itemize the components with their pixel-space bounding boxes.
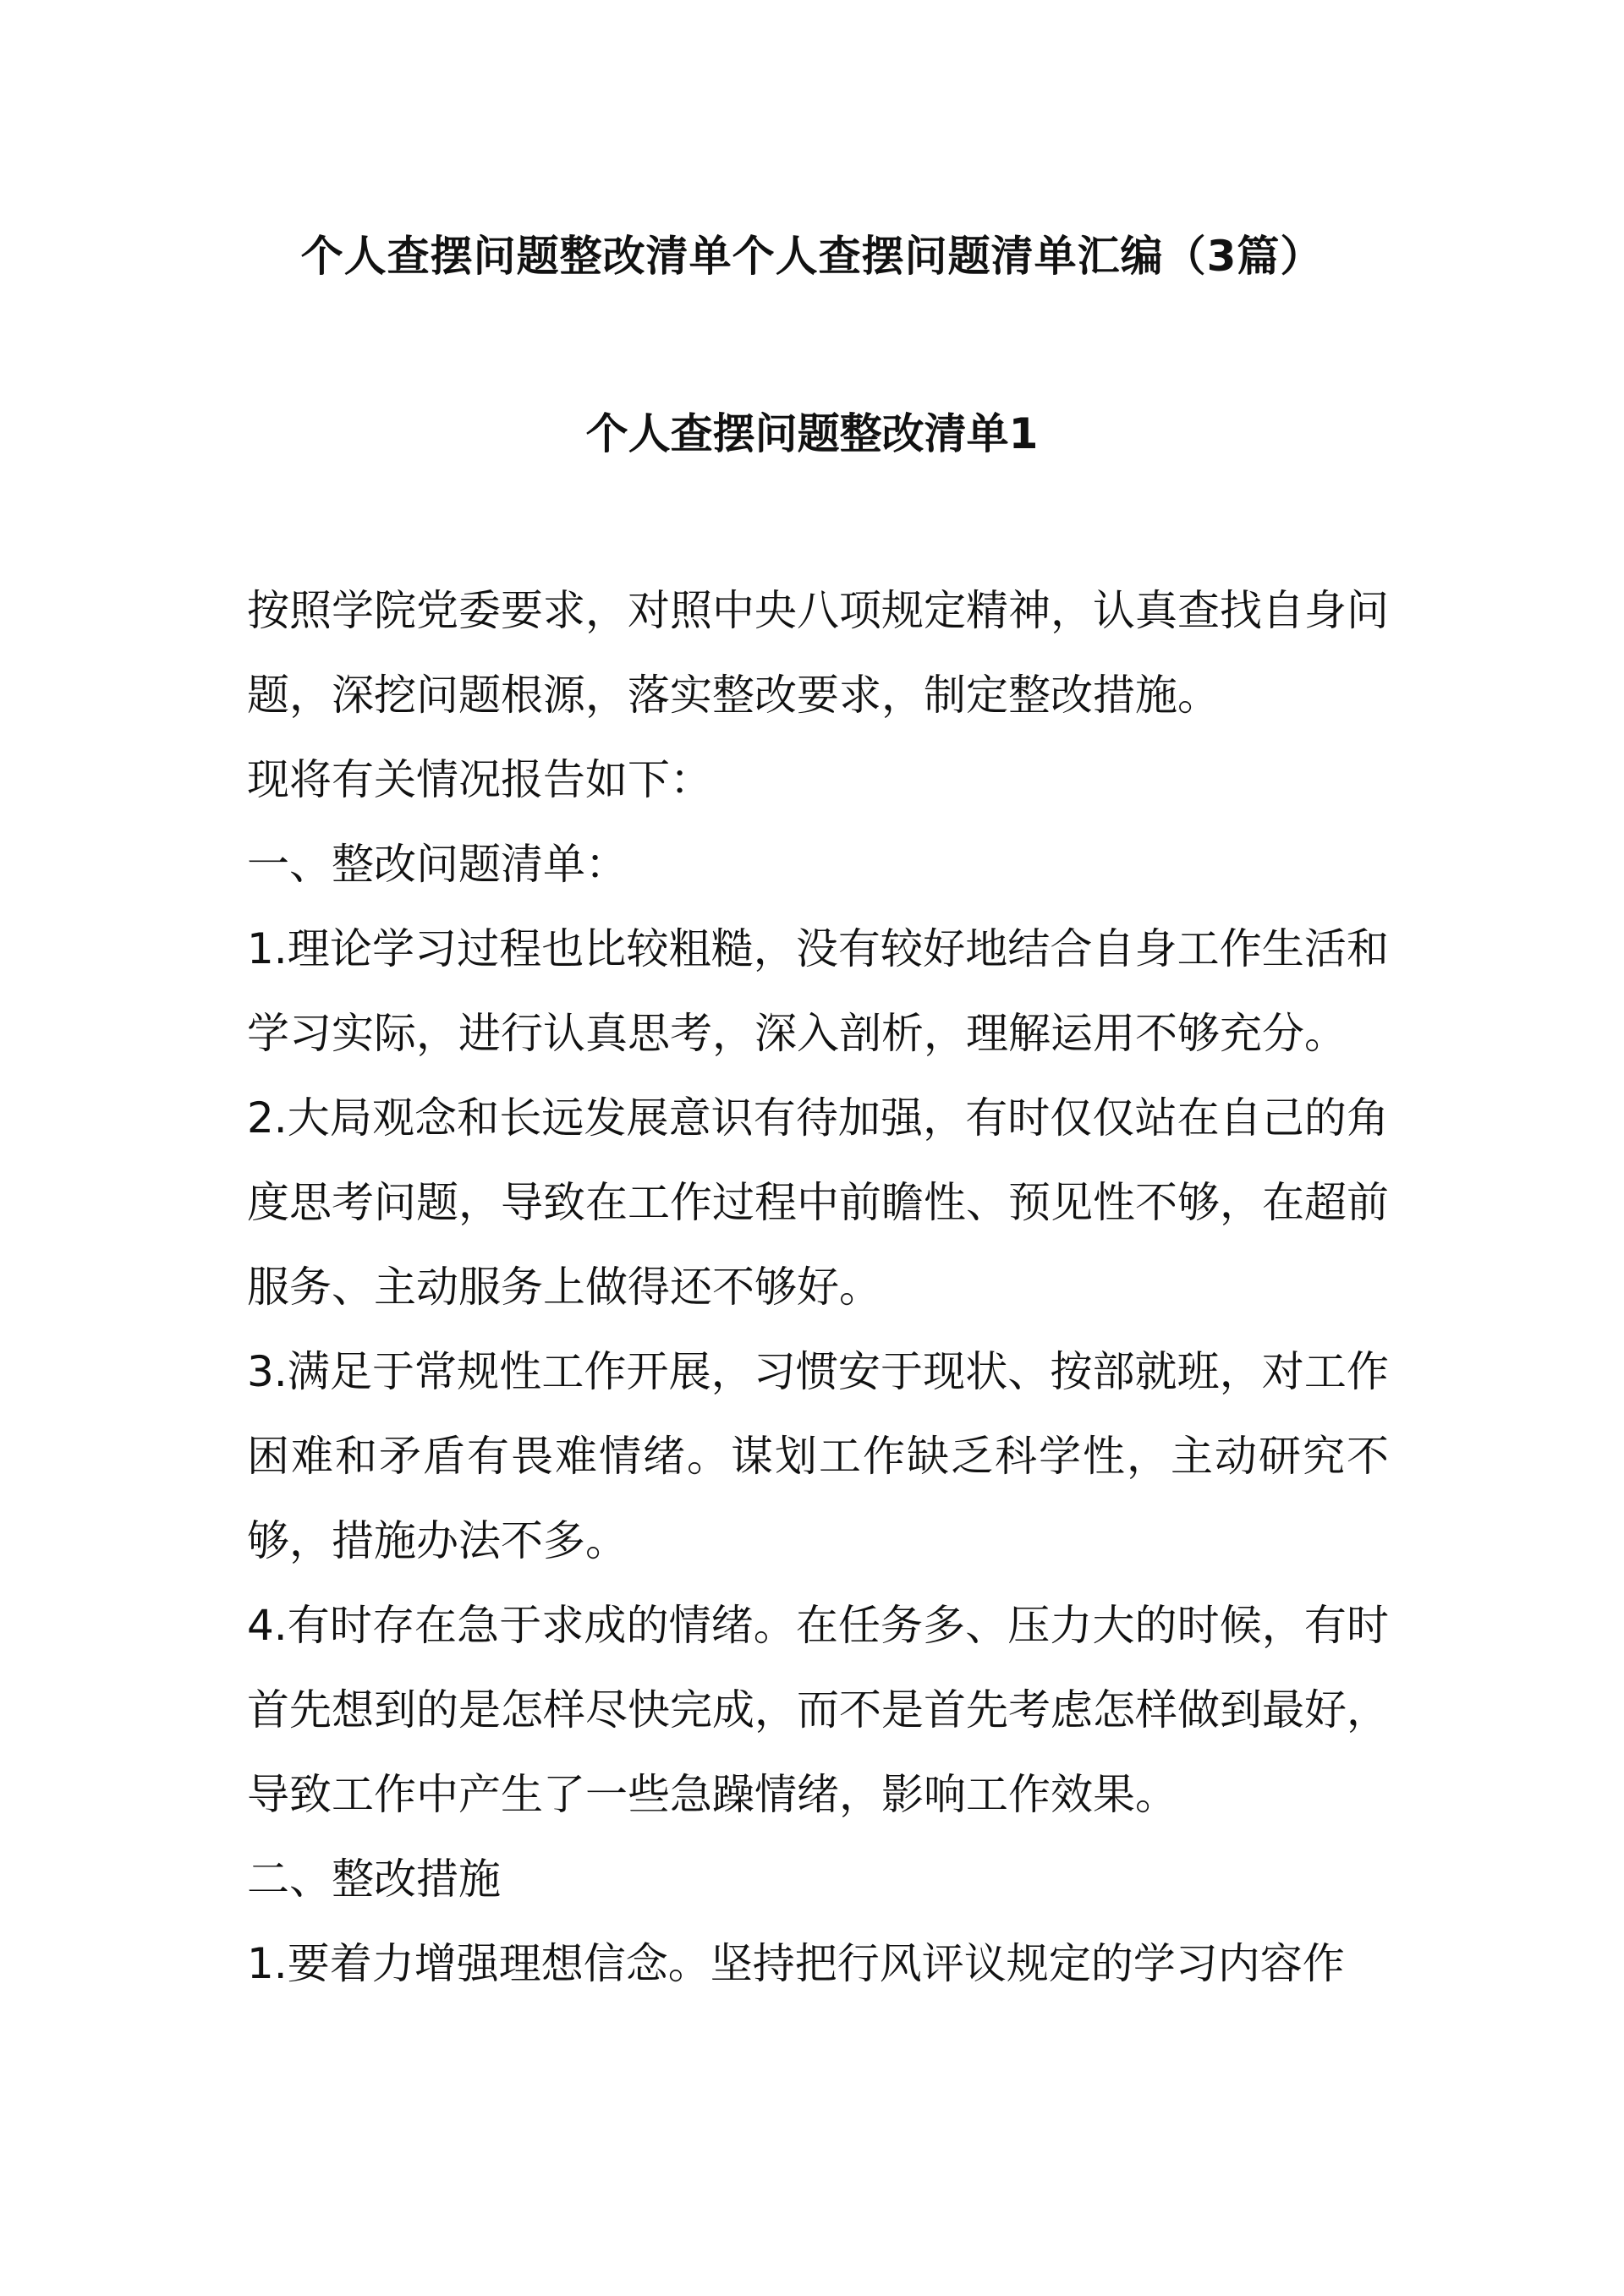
paragraph-report: 现将有关情况报告如下： [247,755,712,804]
heading-problem-list: 一、整改问题清单： [247,840,628,889]
section-title: 个人查摆问题整改清单1 [585,409,1039,458]
list-item-problem-3: 3.满足于常规性工作开展，习惯安于现状、按部就班，对工作困难和矛盾有畏难情绪。谋划工作缺乏科学性，主动研究不够，措施办法不多。 [247,1347,1389,1565]
heading-measures: 二、整改措施 [247,1855,501,1904]
list-item-problem-2: 2.大局观念和长远发展意识有待加强，有时仅仅站在自己的角度思考问题，导致在工作过程中前瞻性、预见性不够，在超前服务、主动服务上做得还不够好。 [247,1093,1389,1312]
list-item-problem-4: 4.有时存在急于求成的情绪。在任务多、压力大的时候，有时首先想到的是怎样尽快完成，而不是首先考虑怎样做到最好，导致工作中产生了一些急躁情绪，影响工作效果。 [247,1601,1389,1819]
list-item-measure-1: 1.要着力增强理想信念。坚持把行风评议规定的学习内容作 [247,1939,1345,1988]
list-item-problem-1: 1.理论学习过程也比较粗糙，没有较好地结合自身工作生活和学习实际，进行认真思考，深入剖析，理解运用不够充分。 [247,924,1389,1058]
document-title: 个人查摆问题整改清单个人查摆问题清单汇编（3篇） [300,232,1324,281]
paragraph-intro: 按照学院党委要求，对照中央八项规定精神，认真查找自身问题，深挖问题根源，落实整改要求，制定整改措施。 [247,586,1389,720]
document-body [247,568,1389,2006]
